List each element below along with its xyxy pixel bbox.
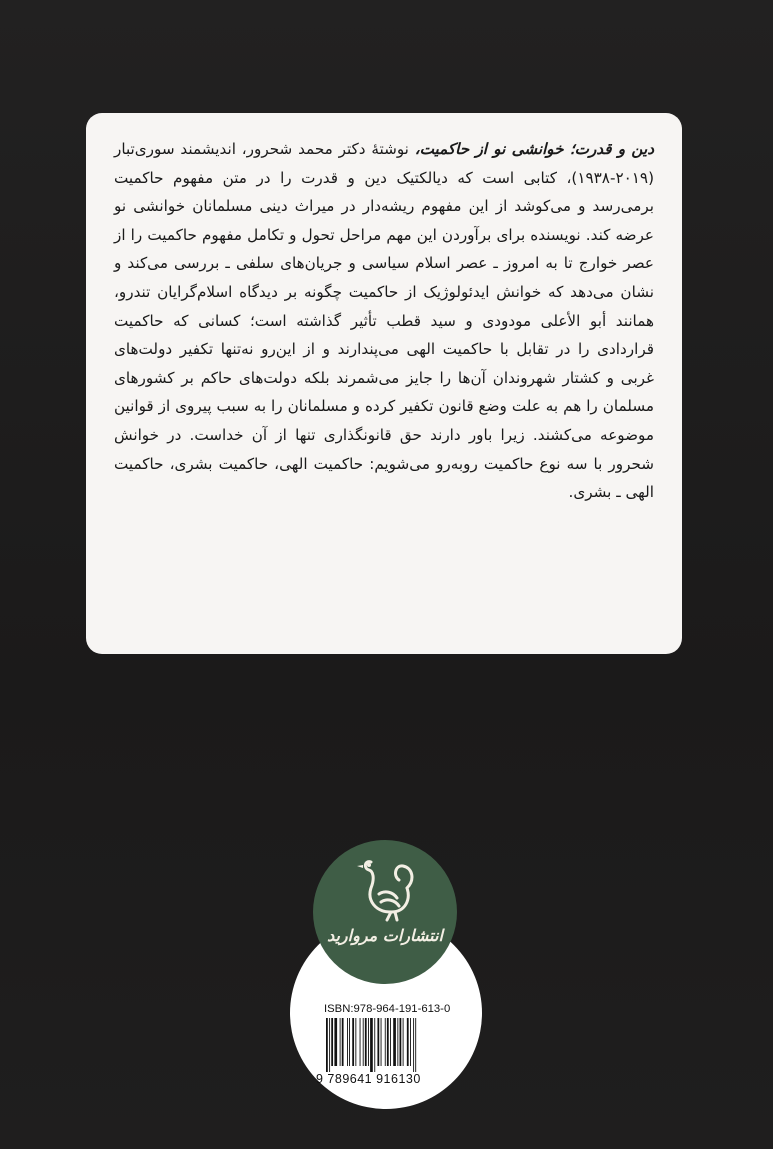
blurb-line: موضوعه می‌کشند. زیرا باور دارند حق قانونگذاری تنها از آن خداست. در	[159, 425, 654, 444]
barcode-bar	[331, 1018, 333, 1066]
barcode-bar	[410, 1018, 411, 1066]
blurb-line: از حاکمیت چگونه بر دیدگاه اسلام‌گرایان تندرو، همانند أبو الأعلی مودودی	[114, 282, 654, 330]
bird-logo-icon	[351, 850, 421, 922]
isbn-label: ISBN:978-964-191-613-0	[324, 1003, 451, 1015]
blurb-line: و جریان‌های سلفی ـ بررسی می‌کند و نشان می‌دهد که خوانش ایدئولوژیک	[114, 254, 654, 301]
barcode-bar	[415, 1018, 416, 1072]
barcode-bar	[370, 1018, 373, 1072]
barcode-bar	[413, 1018, 414, 1072]
barcode-bar	[377, 1018, 379, 1066]
blurb-line: سوری‌تبار (۲۰۱۹-۱۹۳۸)، کتابی است که دیالکتیک دین و قدرت را در متن	[114, 140, 655, 187]
blurb-line: مفهوم حاکمیت برمی‌رسد و می‌کوشد از این مفهوم ریشه‌دار در میراث دینی	[114, 168, 654, 216]
barcode-bar	[387, 1018, 389, 1066]
barcode-bar	[363, 1018, 364, 1066]
blurb-line: مسلمانان خوانشی نو عرضه کند. نویسنده برای برآوردن این مهم مراحل تحول	[114, 197, 654, 244]
barcode-bar	[342, 1018, 344, 1066]
barcode-bar	[374, 1018, 375, 1072]
barcode-bar	[329, 1018, 330, 1072]
barcode-bar	[326, 1018, 328, 1072]
barcode-bar	[360, 1018, 361, 1066]
barcode-bar	[347, 1018, 348, 1066]
barcode-bar	[334, 1018, 337, 1066]
barcode-digits: 9 789641 916130	[316, 1072, 421, 1086]
barcode-bar	[385, 1018, 386, 1066]
barcode-bar	[393, 1018, 396, 1066]
book-title-phrase: دین و قدرت؛ خوانشی نو از حاکمیت،	[414, 140, 654, 158]
barcode-bar	[403, 1018, 404, 1066]
barcode-bar	[397, 1018, 398, 1066]
barcode-bar	[390, 1018, 391, 1066]
publisher-logo	[313, 840, 457, 984]
blurb-line: بشری، حاکمیت الهی ـ بشری.	[114, 454, 654, 502]
barcode-bar	[365, 1018, 367, 1066]
blurb-line: با حاکمیت الهی می‌پندارند و از این‌رو نه‌تنها تکفیر دولت‌های غربی و کشتار	[114, 340, 654, 387]
barcode-bar	[340, 1018, 341, 1066]
barcode-bar	[381, 1018, 382, 1066]
barcode-bar	[368, 1018, 369, 1066]
barcode-bar	[349, 1018, 350, 1066]
blurb-line: خوانش شحرور با سه نوع حاکمیت روبه‌رو می‌شویم: حاکمیت الهی، حاکمیت	[114, 425, 654, 473]
blurb-line: و تکامل مفهوم حاکمیت را از عصر خوارج تا به امروز ـ عصر اسلام سیاسی	[114, 225, 654, 273]
barcode	[326, 1018, 456, 1072]
barcode-bar	[400, 1018, 402, 1066]
blurb-line: شهروندان آن‌ها را جایز می‌شمرند بلکه دولت‌های حاکم بر کشورهای مسلمان	[114, 368, 654, 416]
blurb-line: را هم به علت وضع قانون تکفیر کرده و مسلمانان را به سبب پیروی از قوانین	[114, 397, 598, 416]
publisher-name: انتشارات مروارید	[327, 926, 443, 945]
blurb-line: و سید قطب تأثیر گذاشته است؛ کسانی که حاکمیت قراردادی را در تقابل	[114, 311, 654, 359]
barcode-bar	[352, 1018, 354, 1066]
blurb-panel	[86, 113, 682, 654]
blurb-line: نوشتهٔ دکتر محمد شحرور، اندیشمند	[174, 140, 415, 158]
barcode-bar	[407, 1018, 409, 1066]
blurb-text	[114, 135, 654, 507]
barcode-bar	[355, 1018, 356, 1066]
